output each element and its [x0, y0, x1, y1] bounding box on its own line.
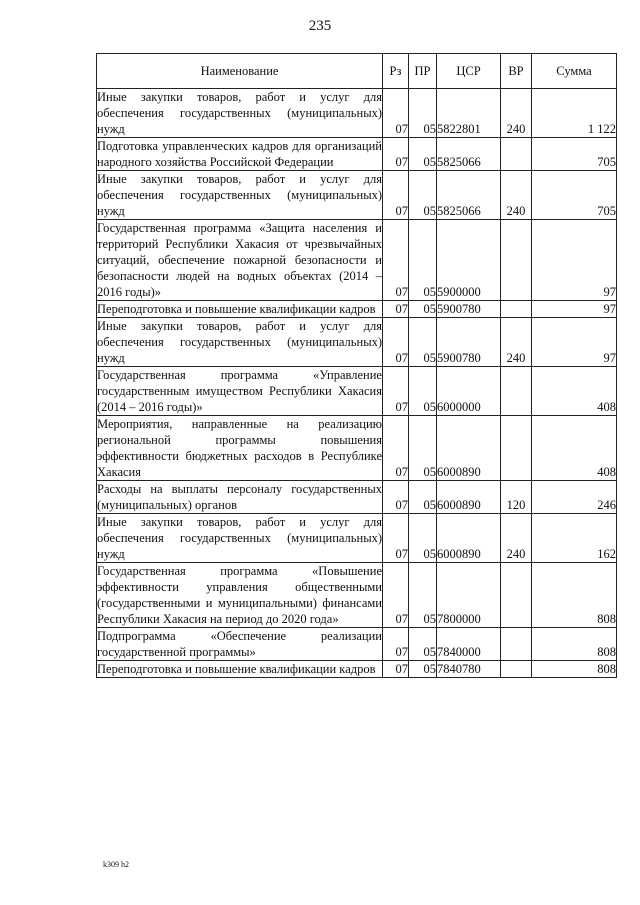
- row-csr: 6000890: [437, 416, 501, 481]
- row-sum: 1 122: [532, 89, 617, 138]
- row-csr: 5825066: [437, 138, 501, 171]
- row-rz: 07: [383, 318, 409, 367]
- row-pr: 05: [409, 514, 437, 563]
- row-csr: 7840780: [437, 661, 501, 678]
- row-csr: 7800000: [437, 563, 501, 628]
- header-csr: ЦСР: [437, 54, 501, 89]
- row-vr: [501, 416, 532, 481]
- row-vr: [501, 220, 532, 301]
- row-vr: 240: [501, 318, 532, 367]
- row-sum: 97: [532, 318, 617, 367]
- row-pr: 05: [409, 318, 437, 367]
- row-name: Расходы на выплаты персоналу государственных (муниципальных) органов: [97, 482, 382, 512]
- budget-table: [96, 53, 617, 678]
- row-csr: 6000890: [437, 514, 501, 563]
- row-vr: [501, 367, 532, 416]
- row-sum: 97: [532, 220, 617, 301]
- row-csr: 5900780: [437, 318, 501, 367]
- row-rz: 07: [383, 367, 409, 416]
- row-rz: 07: [383, 171, 409, 220]
- row-name: Государственная программа «Защита населения и территорий Республики Хакасия от чрезвычайных ситуаций, обеспечение пожарной безопасности и безопасности людей на водных объектах (2014 – 2016 годы)»: [97, 221, 382, 299]
- table-row: [97, 481, 617, 514]
- row-vr: 240: [501, 89, 532, 138]
- row-sum: 408: [532, 367, 617, 416]
- row-pr: 05: [409, 138, 437, 171]
- row-vr: [501, 563, 532, 628]
- row-rz: 07: [383, 220, 409, 301]
- row-rz: 07: [383, 481, 409, 514]
- row-pr: 05: [409, 628, 437, 661]
- row-name: Иные закупки товаров, работ и услуг для обеспечения государственных (муниципальных) нужд: [97, 172, 382, 218]
- row-vr: 120: [501, 481, 532, 514]
- table-row: [97, 514, 617, 563]
- row-pr: 05: [409, 301, 437, 318]
- row-csr: 5900780: [437, 301, 501, 318]
- table-row: [97, 416, 617, 481]
- row-sum: 808: [532, 661, 617, 678]
- table-row: [97, 367, 617, 416]
- row-pr: 05: [409, 220, 437, 301]
- row-name: Переподготовка и повышение квалификации кадров: [97, 301, 383, 318]
- row-vr: [501, 661, 532, 678]
- table-row: [97, 661, 617, 678]
- row-csr: 5900000: [437, 220, 501, 301]
- row-pr: 05: [409, 563, 437, 628]
- row-name: Иные закупки товаров, работ и услуг для обеспечения государственных (муниципальных) нужд: [97, 515, 382, 561]
- table-row: [97, 563, 617, 628]
- row-vr: 240: [501, 514, 532, 563]
- row-pr: 05: [409, 416, 437, 481]
- row-csr: 6000890: [437, 481, 501, 514]
- header-pr: ПР: [409, 54, 437, 89]
- row-name: Иные закупки товаров, работ и услуг для обеспечения государственных (муниципальных) нужд: [97, 319, 382, 365]
- row-vr: 240: [501, 171, 532, 220]
- table-row: [97, 301, 617, 318]
- row-csr: 7840000: [437, 628, 501, 661]
- row-sum: 808: [532, 628, 617, 661]
- row-rz: 07: [383, 514, 409, 563]
- row-rz: 07: [383, 628, 409, 661]
- row-rz: 07: [383, 301, 409, 318]
- table-header-row: [97, 54, 617, 89]
- table-row: [97, 628, 617, 661]
- row-rz: 07: [383, 661, 409, 678]
- row-name: Мероприятия, направленные на реализацию региональной программы повышения эффективности бюджетных расходов в Республике Хакасия: [97, 417, 382, 479]
- row-vr: [501, 628, 532, 661]
- table-row: [97, 89, 617, 138]
- row-rz: 07: [383, 138, 409, 171]
- header-rz: Рз: [383, 54, 409, 89]
- row-rz: 07: [383, 563, 409, 628]
- row-name: Переподготовка и повышение квалификации кадров: [97, 661, 383, 678]
- table-row: [97, 171, 617, 220]
- row-name: Государственная программа «Управление государственным имуществом Республики Хакасия (2014 – 2016 годы)»: [97, 368, 382, 414]
- row-sum: 705: [532, 171, 617, 220]
- footer-code: k309 h2: [103, 860, 129, 869]
- row-sum: 705: [532, 138, 617, 171]
- row-name: Государственная программа «Повышение эффективности управления общественными (государственными и муниципальными) финансами Республики Хакасия на период до 2020 года»: [97, 564, 382, 626]
- row-pr: 05: [409, 481, 437, 514]
- table-row: [97, 220, 617, 301]
- row-rz: 07: [383, 416, 409, 481]
- row-pr: 05: [409, 661, 437, 678]
- row-name: Подготовка управленческих кадров для организаций народного хозяйства Российской Федерации: [97, 139, 382, 169]
- row-sum: 408: [532, 416, 617, 481]
- row-vr: [501, 138, 532, 171]
- row-name: Подпрограмма «Обеспечение реализации государственной программы»: [97, 629, 382, 659]
- header-name: Наименование: [97, 54, 383, 89]
- row-name: Иные закупки товаров, работ и услуг для обеспечения государственных (муниципальных) нужд: [97, 90, 382, 136]
- row-vr: [501, 301, 532, 318]
- page-number: 235: [308, 18, 332, 34]
- header-vr: ВР: [501, 54, 532, 89]
- row-csr: 5825066: [437, 171, 501, 220]
- row-csr: 5822801: [437, 89, 501, 138]
- row-pr: 05: [409, 171, 437, 220]
- row-sum: 162: [532, 514, 617, 563]
- row-csr: 6000000: [437, 367, 501, 416]
- row-sum: 97: [532, 301, 617, 318]
- header-sum: Сумма: [532, 54, 617, 89]
- row-pr: 05: [409, 89, 437, 138]
- table-row: [97, 318, 617, 367]
- table-row: [97, 138, 617, 171]
- row-sum: 246: [532, 481, 617, 514]
- row-pr: 05: [409, 367, 437, 416]
- row-sum: 808: [532, 563, 617, 628]
- row-rz: 07: [383, 89, 409, 138]
